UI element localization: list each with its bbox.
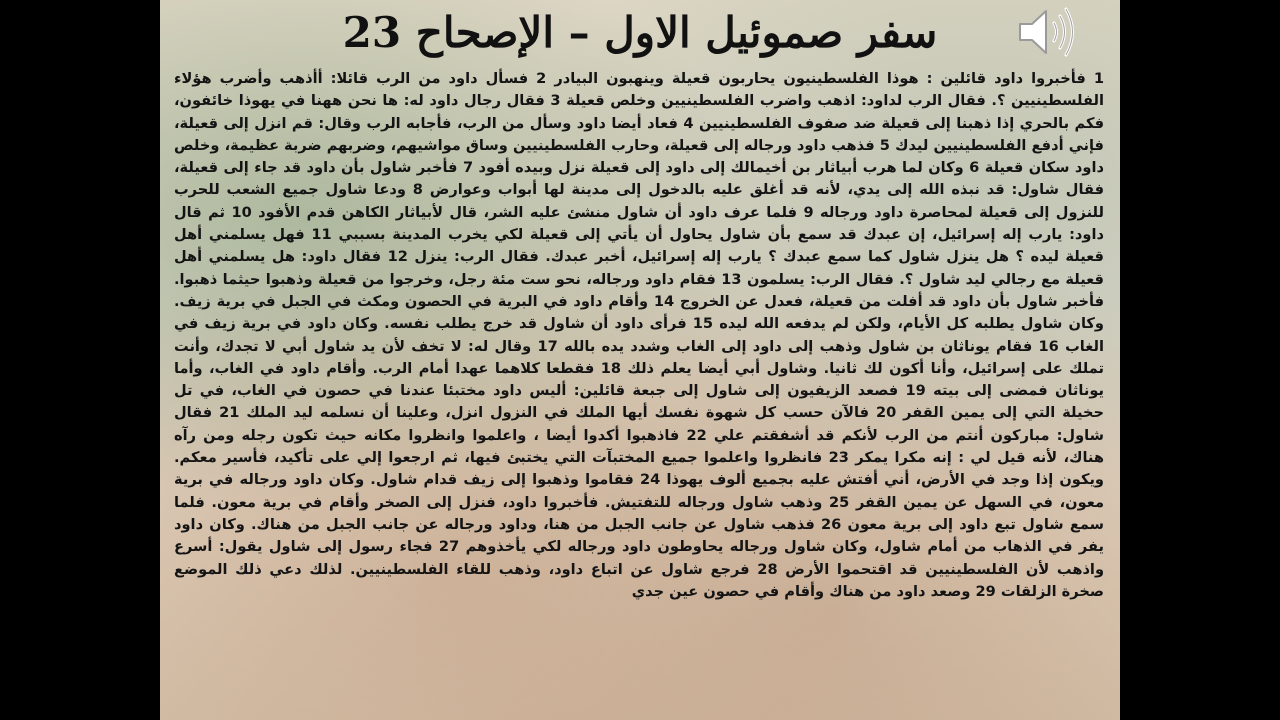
left-letterbox xyxy=(0,0,160,720)
right-letterbox xyxy=(1120,0,1280,720)
speaker-volume-icon[interactable] xyxy=(1012,2,1078,60)
slide xyxy=(160,0,1120,720)
scripture-text: 1 فأخبروا داود قائلين : هوذا الفلسطينيون يحاربون قعيلة وينهبون البيادر 2 فسأل داود من الرب قائلا: أأذهب وأضرب هؤلاء الفلسطينيين ؟. فقال الرب لداود: اذهب واضرب الفلسطينيين وخلص قعيلة 3 فقال رجال داود له: ها نحن ههنا في يهوذا خائفون، فكم بالحري إذا ذهبنا إلى قعيلة ضد صفوف الفلسطينيين 4 فعاد أيضا داود وسأل من الرب، فأجابه الرب وقال: قم انزل إلى قعيلة، فإني أدفع الفلسطينيين ليدك 5 فذهب داود ورجاله إلى قعيلة، وحارب الفلسطينيين وساق مواشيهم، وضربهم ضربة عظيمة، وخلص داود سكان قعيلة 6 وكان لما هرب أبياثار بن أخيمالك إلى داود إلى قعيلة نزل وبيده أفود 7 فأخبر شاول بأن داود قد جاء إلى قعيلة، فقال شاول: قد نبذه الله إلى يدي، لأنه قد أغلق عليه بالدخول إلى مدينة لها أبواب وعوارض 8 ودعا شاول جميع الشعب للحرب للنزول إلى قعيلة لمحاصرة داود ورجاله 9 فلما عرف داود أن شاول منشئ عليه الشر، قال لأبياثار الكاهن قدم الأفود 10 ثم قال داود: يارب إله إسرائيل، إن عبدك قد سمع بأن شاول يحاول أن يأتي إلى قعيلة لكي يخرب المدينة بسببي 11 فهل يسلمني أهل قعيلة ليده ؟ هل ينزل شاول كما سمع عبدك ؟ يارب إله إسرائيل، أخبر عبدك. فقال الرب: ينزل 12 فقال داود: هل يسلمني أهل قعيلة مع رجالي ليد شاول ؟. فقال الرب: يسلمون 13 فقام داود ورجاله، نحو ست مئة رجل، وخرجوا من قعيلة وذهبوا حيثما ذهبوا. فأخبر شاول بأن داود قد أفلت من قعيلة، فعدل عن الخروج 14 وأقام داود في البرية في الحصون ومكث في الجبل في برية زيف. وكان شاول يطلبه كل الأيام، ولكن لم يدفعه الله ليده 15 فرأى داود أن شاول قد خرج يطلب نفسه. وكان داود في برية زيف في الغاب 16 فقام يوناثان بن شاول وذهب إلى داود إلى الغاب وشدد يده بالله 17 وقال له: لا تخف لأن يد شاول أبي لا تجدك، وأنت تملك على إسرائيل، وأنا أكون لك ثانيا. وشاول أبي أيضا يعلم ذلك 18 فقطعا كلاهما عهدا أمام الرب. وأقام داود في الغاب، وأما يوناثان فمضى إلى بيته 19 فصعد الزيفيون إلى شاول إلى جبعة قائلين: أليس داود مختبئا عندنا في حصون في الغاب، في تل حخيلة التي إلى يمين القفر 20 فالآن حسب كل شهوة نفسك أيها الملك في النزول انزل، وعلينا أن نسلمه ليد الملك 21 فقال شاول: مباركون أنتم من الرب لأنكم قد أشفقتم علي 22 فاذهبوا أكدوا أيضا ، واعلموا وانظروا مكانه حيث تكون رجله ومن رآه هناك، لأنه قيل لي : إنه مكرا يمكر 23 فانظروا واعلموا جميع المختبآت التي يختبئ فيها، ثم ارجعوا إلي على تأكيد، فأسير معكم. ويكون إذا وجد في الأرض، أني أفتش عليه بجميع ألوف يهوذا 24 فقاموا وذهبوا إلى زيف قدام شاول. وكان داود ورجاله في برية معون، في السهل عن يمين القفر 25 وذهب شاول ورجاله للتفتيش. فأخبروا داود، فنزل إلى الصخر وأقام في برية معون. فلما سمع شاول تبع داود إلى برية معون 26 فذهب شاول عن جانب الجبل من هنا، وداود ورجاله عن جانب الجبل من هناك. وكان داود يفر في الذهاب من أمام شاول، وكان شاول ورجاله يحاوطون داود ورجاله لكي يأخذوهم 27 فجاء رسول إلى شاول يقول: أسرع واذهب لأن الفلسطينيين قد اقتحموا الأرض 28 فرجع شاول عن اتباع داود، وذهب للقاء الفلسطينيين. لذلك دعي ذلك الموضع صخرة الزلقات 29 وصعد داود من هناك وأقام في حصون عين جدي xyxy=(174,70,1104,600)
slide-title: سفر صموئيل الاول – الإصحاح 23 xyxy=(342,8,938,57)
